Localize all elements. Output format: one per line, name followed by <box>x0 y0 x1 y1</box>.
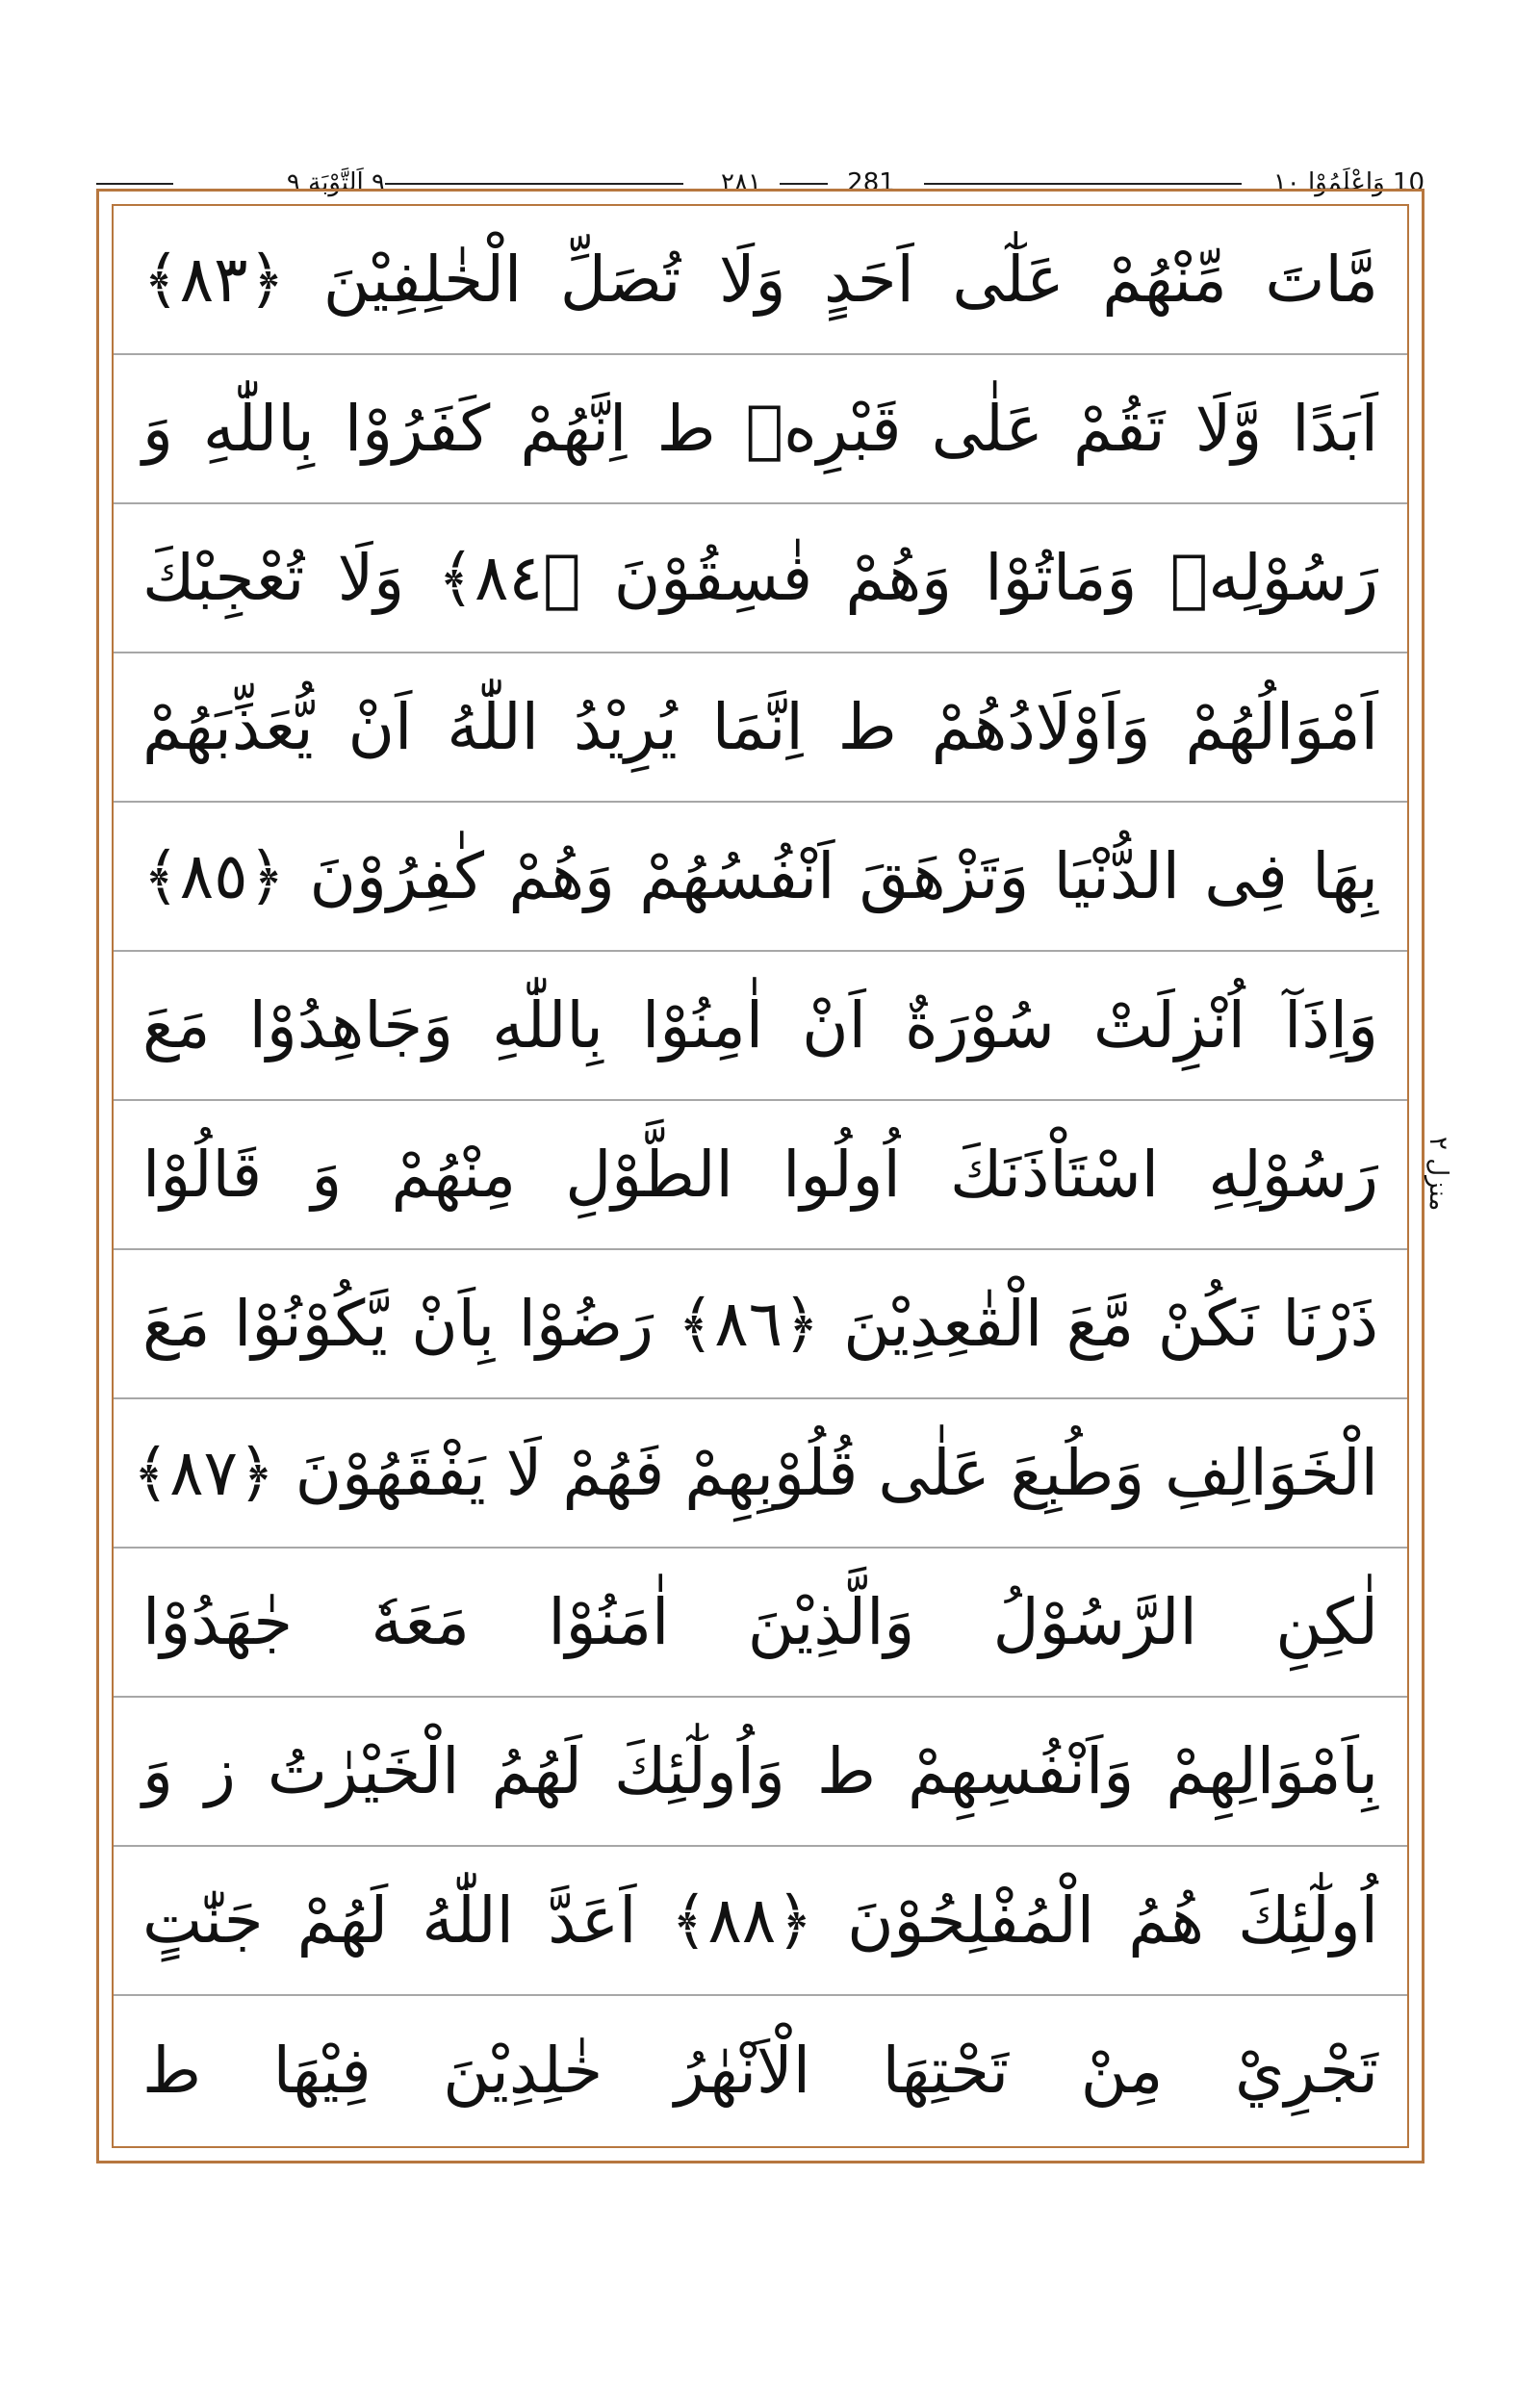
text-line-9 <box>114 1399 1407 1549</box>
line-text: تَجْرِيْ مِنْ تَحْتِهَا الْاَنْهٰرُ خٰلِدِيْنَ فِيْهَا ط <box>142 2033 1378 2108</box>
text-line-7 <box>114 1101 1407 1250</box>
line-text: رَسُوْلِهٖ وَمَاتُوْا وَهُمْ فٰسِقُوْنَ ﴿٨٤﴾ وَلَا تُعْجِبْكَ <box>142 540 1378 615</box>
quran-text-block <box>114 206 1407 2145</box>
text-line-5 <box>114 803 1407 952</box>
line-text: ذَرْنَا نَكُنْ مَّعَ الْقٰعِدِيْنَ ﴿٨٦﴾ رَضُوْا بِاَنْ يَّكُوْنُوْا مَعَ <box>142 1286 1378 1361</box>
text-line-3 <box>114 504 1407 653</box>
header-rule <box>780 183 828 185</box>
text-line-8 <box>114 1250 1407 1399</box>
line-text: الْخَوَالِفِ وَطُبِعَ عَلٰى قُلُوْبِهِمْ فَهُمْ لَا يَفْقَهُوْنَ ﴿٨٧﴾ <box>132 1435 1378 1510</box>
line-text: اَبَدًا وَّلَا تَقُمْ عَلٰى قَبْرِهٖ ط اِنَّهُمْ كَفَرُوْا بِاللّٰهِ وَ <box>142 391 1378 466</box>
text-line-12 <box>114 1847 1407 1996</box>
line-text: اُولٰٓئِكَ هُمُ الْمُفْلِحُوْنَ ﴿٨٨﴾ اَعَدَّ اللّٰهُ لَهُمْ جَنّٰتٍ <box>142 1882 1378 1958</box>
line-text: مَّاتَ مِّنْهُمْ عَلٰٓى اَحَدٍ وَلَا تُصَلِّ الْخٰلِفِيْنَ ﴿٨٣﴾ <box>142 242 1378 317</box>
header-rule <box>385 183 683 185</box>
manzil-marker: منزل ٢ <box>1424 1137 1452 1212</box>
line-text: اَمْوَالُهُمْ وَاَوْلَادُهُمْ ط اِنَّمَا يُرِيْدُ اللّٰهُ اَنْ يُّعَذِّبَهُمْ <box>142 689 1378 764</box>
text-line-1 <box>114 206 1407 355</box>
text-line-11 <box>114 1698 1407 1847</box>
header-rule <box>96 183 173 185</box>
header-rule <box>924 183 1242 185</box>
header-surah-name: ٩ اَلتَّوْبَة ٩ <box>286 168 385 197</box>
header-juz-name: 10 وَاعْلَمُوْا ١٠ <box>1272 168 1424 197</box>
text-line-6 <box>114 952 1407 1101</box>
header-page-number: 281 <box>847 168 895 197</box>
text-line-10 <box>114 1549 1407 1698</box>
line-text: بِهَا فِى الدُّنْيَا وَتَزْهَقَ اَنْفُسُهُمْ وَهُمْ كٰفِرُوْنَ ﴿٨٥﴾ <box>142 838 1378 913</box>
text-line-13 <box>114 1996 1407 2145</box>
text-line-4 <box>114 653 1407 803</box>
line-text: بِاَمْوَالِهِمْ وَاَنْفُسِهِمْ ط وَاُولٰٓئِكَ لَهُمُ الْخَيْرٰتُ ز وَ <box>142 1733 1378 1808</box>
line-text: لٰكِنِ الرَّسُوْلُ وَالَّذِيْنَ اٰمَنُوْا مَعَهٗ جٰهَدُوْا <box>142 1584 1378 1659</box>
line-text: وَاِذَآ اُنْزِلَتْ سُوْرَةٌ اَنْ اٰمِنُوْا بِاللّٰهِ وَجَاهِدُوْا مَعَ <box>142 987 1378 1062</box>
line-text: رَسُوْلِهِ اسْتَاْذَنَكَ اُولُوا الطَّوْلِ مِنْهُمْ وَ قَالُوْا <box>142 1137 1378 1212</box>
text-line-2 <box>114 355 1407 504</box>
header-page-number-arabic: ٢٨١ <box>721 168 761 197</box>
